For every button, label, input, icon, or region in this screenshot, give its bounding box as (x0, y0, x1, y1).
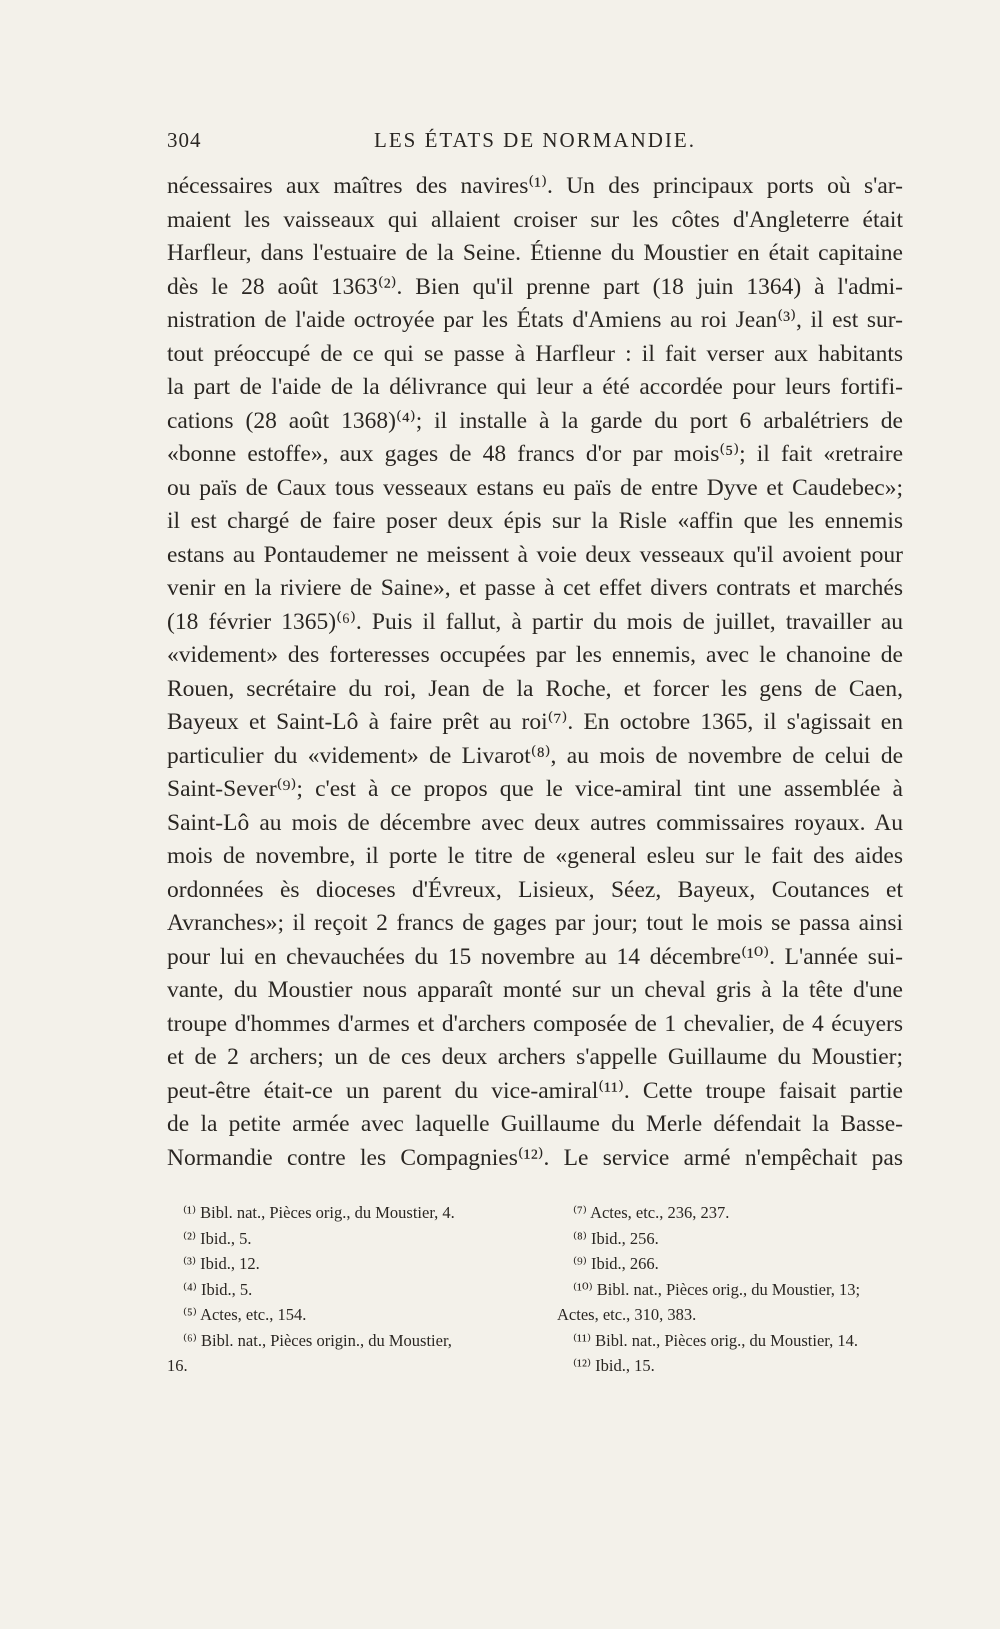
footnote: ⁽¹²⁾ Ibid., 15. (573, 1356, 655, 1375)
footnote: ⁽¹⁾ Bibl. nat., Pièces orig., du Moustier, 4. (183, 1203, 455, 1222)
body-line: troupe d'hommes d'armes et d'archers composée de 1 chevalier, de 4 écuyers (167, 1010, 903, 1037)
body-line: venir en la riviere de Saine», et passe à cet effet divers contrats et marchés (167, 575, 903, 601)
footnote: ⁽⁶⁾ Bibl. nat., Pièces origin., du Moustier, (183, 1330, 452, 1350)
body-line: «bonne estoffe», aux gages de 48 francs d'or par mois⁽⁵⁾; il fait «retraire (167, 441, 903, 467)
body-line: «videment» des forteresses occupées par les ennemis, avec le chanoine de (167, 642, 903, 668)
body-text (167, 170, 903, 1175)
body-line: mois de novembre, il porte le titre de «general esleu sur le fait des aides (167, 843, 903, 869)
body-line: nistration de l'aide octroyée par les États d'Amiens au roi Jean⁽³⁾, il est sur- (167, 307, 903, 333)
footnote: ⁽³⁾ Ibid., 12. (183, 1254, 260, 1273)
footnote: ⁽⁴⁾ Ibid., 5. (183, 1279, 253, 1299)
footnote-continuation: 16. (167, 1356, 188, 1375)
body-line: tout préoccupé de ce qui se passe à Harfleur : il fait verser aux habitants (167, 340, 903, 367)
body-line: dès le 28 août 1363⁽²⁾. Bien qu'il prenne part (18 juin 1364) à l'admi- (167, 273, 903, 300)
page-number: 304 (167, 128, 202, 152)
running-title: LES ÉTATS DE NORMANDIE. (374, 128, 696, 152)
footnote: ⁽²⁾ Ibid., 5. (183, 1228, 252, 1248)
body-line: la part de l'aide de la délivrance qui leur a été accordée pour leurs fortifi- (167, 374, 903, 400)
footnotes-right-column (557, 1200, 903, 1379)
body-line: et de 2 archers; un de ces deux archers s'appelle Guillaume du Moustier; (167, 1044, 903, 1070)
body-line: peut-être était-ce un parent du vice-amiral⁽¹¹⁾. Cette troupe faisait partie (167, 1077, 903, 1104)
body-line: Rouen, secrétaire du roi, Jean de la Roche, et forcer les gens de Caen, (167, 675, 903, 702)
body-line: pour lui en chevauchées du 15 novembre au 14 décembre⁽¹⁰⁾. L'année sui- (167, 943, 903, 970)
body-line: Saint-Sever⁽⁹⁾; c'est à ce propos que le vice-amiral tint une assemblée à (167, 776, 903, 802)
body-line: ordonnées ès dioceses d'Évreux, Lisieux, Séez, Bayeux, Coutances et (167, 876, 903, 903)
footnote: ⁽⁹⁾ Ibid., 266. (573, 1254, 659, 1273)
footnotes-left-column (167, 1200, 527, 1379)
body-line: il est chargé de faire poser deux épis sur la Risle «affin que les ennemis (167, 508, 903, 534)
body-line: cations (28 août 1368)⁽⁴⁾; il installe à la garde du port 6 arbalétriers de (167, 407, 903, 434)
body-line: Bayeux et Saint-Lô à faire prêt au roi⁽⁷⁾. En octobre 1365, il s'agissait en (167, 709, 903, 735)
body-line: Saint-Lô au mois de décembre avec deux autres commissaires royaux. Au (167, 809, 903, 836)
footnote: ⁽⁵⁾ Actes, etc., 154. (183, 1305, 307, 1324)
footnote-continuation: Actes, etc., 310, 383. (557, 1305, 697, 1324)
body-line: nécessaires aux maîtres des navires⁽¹⁾. Un des principaux ports où s'ar- (167, 173, 903, 199)
running-header (167, 128, 903, 158)
body-line: (18 février 1365)⁽⁶⁾. Puis il fallut, à partir du mois de juillet, travailler au (167, 608, 903, 635)
body-line: particulier du «videment» de Livarot⁽⁸⁾, au mois de novembre de celui de (167, 742, 903, 769)
body-line: Harfleur, dans l'estuaire de la Seine. Étienne du Moustier en était capitaine (167, 240, 903, 266)
body-line: vante, du Moustier nous apparaît monté sur un cheval gris à la tête d'une (167, 977, 903, 1003)
body-line: Normandie contre les Compagnies⁽¹²⁾. Le service armé n'empêchait pas (167, 1144, 903, 1171)
footnote: ⁽¹¹⁾ Bibl. nat., Pièces orig., du Moustier, 14. (573, 1330, 858, 1350)
body-line: estans au Pontaudemer ne meissent à voie deux vesseaux qu'il avoient pour (167, 541, 903, 568)
footnote: ⁽¹⁰⁾ Bibl. nat., Pièces orig., du Moustier, 13; (573, 1279, 861, 1299)
body-line: Avranches»; il reçoit 2 francs de gages par jour; tout le mois se passa ainsi (167, 910, 903, 936)
footnote: ⁽⁷⁾ Actes, etc., 236, 237. (573, 1203, 730, 1222)
body-line: ou païs de Caux tous vesseaux estans eu païs de entre Dyve et Caudebec»; (167, 474, 903, 501)
body-line: de la petite armée avec laquelle Guillaume du Merle défendait la Basse- (167, 1111, 903, 1137)
body-line: maient les vaisseaux qui allaient croiser sur les côtes d'Angleterre était (167, 206, 903, 233)
footnote: ⁽⁸⁾ Ibid., 256. (573, 1228, 659, 1248)
